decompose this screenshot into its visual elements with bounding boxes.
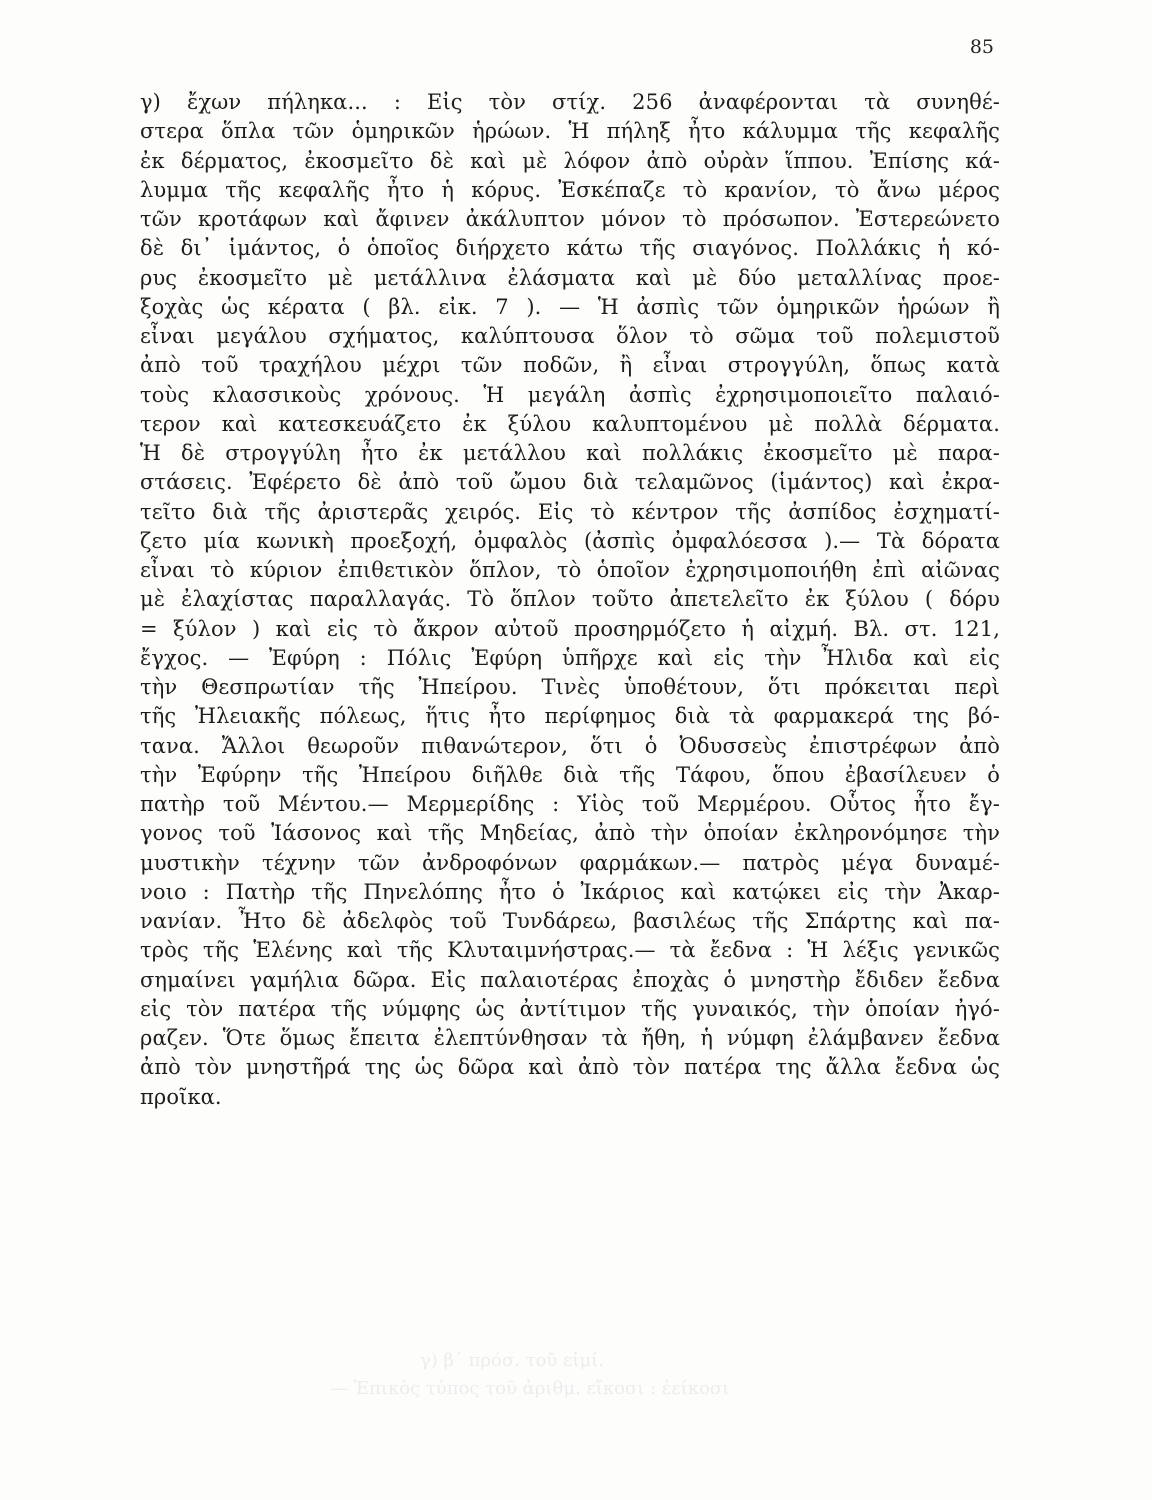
text-line: τοὺς κλασσικοὺς χρόνους. Ἡ μεγάλη ἀσπὶς ἐχρησιμοποιεῖτο παλαιό- [140,382,1000,407]
text-line: τῆς Ἠλειακῆς πόλεως, ἥτις ἦτο περίφημος διὰ τὰ φαρμακερά της βό- [140,704,1000,729]
bleed-through-text: γ) β΄ πρόσ. τοῦ εἰμί. [420,1350,604,1371]
text-line: εἶναι τὸ κύριον ἐπιθετικὸν ὅπλον, τὸ ὁποῖον ἐχρησιμοποιήθη ἐπὶ αἰῶνας [140,558,1000,582]
text-line: εἰς τὸν πατέρα τῆς νύμφης ὡς ἀντίτιμον τῆς γυναικός, τὴν ὁποίαν ἠγό- [140,996,1000,1021]
text-line: τῶν κροτάφων καὶ ἄφινεν ἀκάλυπτον μόνον τὸ πρόσωπον. Ἐστερεώνετο [140,207,1000,231]
text-line: πατὴρ τοῦ Μέντου.— Μερμερίδης : Υἱὸς τοῦ Μερμέρου. Οὗτος ἦτο ἔγ- [140,792,1000,816]
text-line: = ξύλον ) καὶ εἰς τὸ ἄκρον αὐτοῦ προσηρμόζετο ἡ αἰχμή. Βλ. στ. 121, [140,616,1000,641]
text-line: λυμμα τῆς κεφαλῆς ἦτο ἡ κόρυς. Ἐσκέπαζε τὸ κρανίον, τὸ ἄνω μέρος [140,177,1000,202]
text-line: τὴν Θεσπρωτίαν τῆς Ἠπείρου. Τινὲς ὑποθέτουν, ὅτι πρόκειται περὶ [140,675,1000,699]
text-line: νανίαν. Ἦτο δὲ ἀδελφὸς τοῦ Τυνδάρεω, βασιλέως τῆς Σπάρτης καὶ πα- [140,909,1000,933]
text-line: Ἡ δὲ στρογγύλη ἦτο ἐκ μετάλλου καὶ πολλάκις ἐκοσμεῖτο μὲ παρα- [140,441,1000,465]
text-line: εἶναι μεγάλου σχήματος, καλύπτουσα ὅλον τὸ σῶμα τοῦ πολεμιστοῦ [140,324,1000,348]
text-line: μυστικὴν τέχνην τῶν ἀνδροφόνων φαρμάκων.— πατρὸς μέγα δυναμέ- [140,850,1000,875]
text-line: ἔγχος. — Ἐφύρη : Πόλις Ἐφύρη ὑπῆρχε καὶ εἰς τὴν Ἦλιδα καὶ εἰς [140,645,1000,670]
page-number: 85 [969,36,994,58]
text-line: τανα. Ἄλλοι θεωροῦν πιθανώτερον, ὅτι ὁ Ὀδυσσεὺς ἐπιστρέφων ἀπὸ [140,733,1000,758]
text-line: τεῖτο διὰ τῆς ἀριστερᾶς χειρός. Εἰς τὸ κέντρον τῆς ἀσπίδος ἐσχηματί- [140,499,1000,524]
text-line: τερον καὶ κατεσκευάζετο ἐκ ξύλου καλυπτομένου μὲ πολλὰ δέρματα. [140,411,1000,436]
text-line: μὲ ἐλαχίστας παραλλαγάς. Τὸ ὅπλον τοῦτο ἀπετελεῖτο ἐκ ξύλου ( δόρυ [140,587,1000,612]
text-line: προῖκα. [140,1084,222,1109]
text-line: στερα ὅπλα τῶν ὁμηρικῶν ἡρώων. Ἡ πήληξ ἦτο κάλυμμα τῆς κεφαλῆς [140,119,1000,144]
text-line: τρὸς τῆς Ἑλένης καὶ τῆς Κλυταιμνήστρας.— τὰ ἔεδνα : Ἡ λέξις γενικῶς [140,938,1000,963]
text-line: γ) ἔχων πήληκα... : Εἰς τὸν στίχ. 256 ἀναφέρονται τὰ συνηθέ- [140,90,1000,114]
text-line: ζετο μία κωνικὴ προεξοχή, ὀμφαλὸς (ἀσπὶς ὀμφαλόεσσα ).— Τὰ δόρατα [140,528,1000,553]
text-line: ἀπὸ τοῦ τραχήλου μέχρι τῶν ποδῶν, ἢ εἶναι στρογγύλη, ὅπως κατὰ [140,353,1000,378]
commentary-text [140,88,1000,1112]
text-line: στάσεις. Ἐφέρετο δὲ ἀπὸ τοῦ ὤμου διὰ τελαμῶνος (ἱμάντος) καὶ ἐκρα- [140,470,1000,495]
text-line: γονος τοῦ Ἰάσονος καὶ τῆς Μηδείας, ἀπὸ τὴν ὁποίαν ἐκληρονόμησε τὴν [140,821,1000,846]
bleed-through-text: — Ἐπικὸς τύπος τοῦ ἀριθμ. εἴκοσι : ἐείκοσι [330,1378,730,1399]
text-line: ξοχὰς ὡς κέρατα ( βλ. εἰκ. 7 ). — Ἡ ἀσπὶς τῶν ὁμηρικῶν ἡρώων ἢ [140,294,1000,319]
text-line: ἐκ δέρματος, ἐκοσμεῖτο δὲ καὶ μὲ λόφον ἀπὸ οὐρὰν ἵππου. Ἐπίσης κά- [140,148,1000,173]
text-line: ἀπὸ τὸν μνηστῆρά της ὡς δῶρα καὶ ἀπὸ τὸν πατέρα της ἄλλα ἔεδνα ὡς [140,1055,1000,1080]
text-line: σημαίνει γαμήλια δῶρα. Εἰς παλαιοτέρας ἐποχὰς ὁ μνηστὴρ ἔδιδεν ἔεδνα [140,967,1000,992]
text-line: δὲ δι᾽ ἱμάντος, ὁ ὁποῖος διήρχετο κάτω τῆς σιαγόνος. Πολλάκις ἡ κό- [140,236,1000,261]
text-line: ρυς ἐκοσμεῖτο μὲ μετάλλινα ἐλάσματα καὶ μὲ δύο μεταλλίνας προε- [140,265,1000,290]
text-line: νοιο : Πατὴρ τῆς Πηνελόπης ἦτο ὁ Ἰκάριος καὶ κατῴκει εἰς τὴν Ἀκαρ- [140,879,1000,904]
text-line: τὴν Ἐφύρην τῆς Ἠπείρου διῆλθε διὰ τῆς Τάφου, ὅπου ἐβασίλευεν ὁ [140,762,1000,787]
text-line: ραζεν. Ὅτε ὅμως ἔπειτα ἐλεπτύνθησαν τὰ ἤθη, ἡ νύμφη ἐλάμβανεν ἔεδνα [140,1026,1000,1050]
